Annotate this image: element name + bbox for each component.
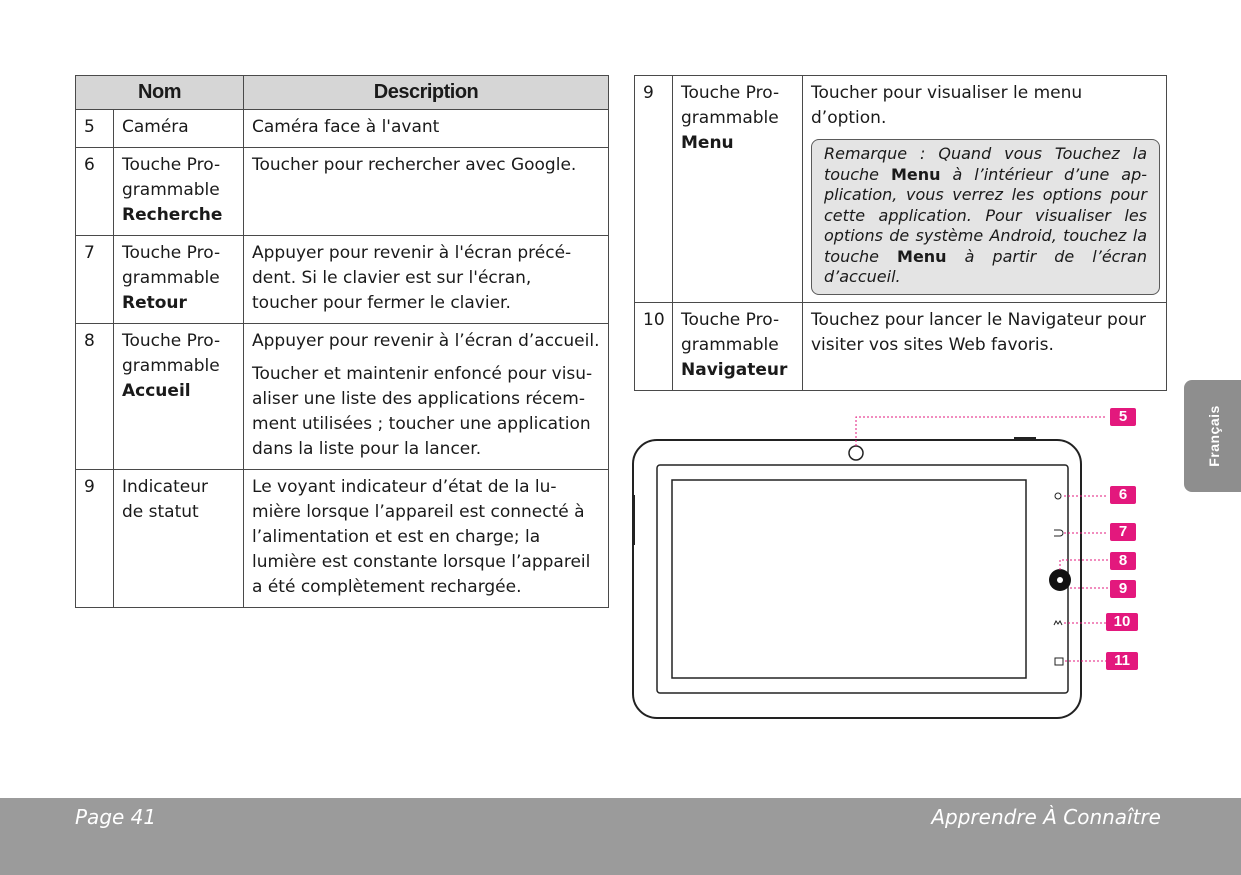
- table-row: [76, 148, 609, 236]
- row-number: 7: [76, 236, 114, 324]
- table-header-row: [76, 76, 609, 110]
- callout-badge: 6: [1110, 486, 1136, 504]
- name-line: Touche Pro-: [681, 83, 780, 103]
- row-number: 8: [76, 324, 114, 470]
- row-description: [244, 148, 609, 236]
- table-row: [76, 324, 609, 470]
- row-name: [114, 470, 244, 608]
- header-description: Description: [244, 76, 609, 110]
- row-number: 5: [76, 110, 114, 148]
- page-number: Page 41: [75, 805, 157, 829]
- row-number: 9: [76, 470, 114, 608]
- description-text: Touchez pour lancer le Navigateur pour visiter vos sites Web favoris.: [811, 309, 1147, 355]
- row-name: [673, 302, 803, 390]
- row-number: 10: [635, 302, 673, 390]
- home-key-dot: [1057, 577, 1063, 583]
- description-text: Appuyer pour revenir à l’écran d’accueil.: [252, 331, 600, 351]
- name-line: de statut: [122, 502, 199, 522]
- row-name: [114, 236, 244, 324]
- row-name: [673, 76, 803, 303]
- camera-icon: [849, 446, 863, 460]
- name-line: grammable: [681, 108, 779, 128]
- name-line: Indicateur: [122, 477, 208, 497]
- row-description: [244, 110, 609, 148]
- table-row: [76, 470, 609, 608]
- row-name: [114, 324, 244, 470]
- callout-badge: 11: [1106, 652, 1138, 670]
- name-line: Touche Pro-: [122, 331, 221, 351]
- name-line: grammable: [681, 334, 779, 355]
- name-line: Caméra: [122, 117, 189, 137]
- page-footer: [0, 798, 1241, 875]
- section-title: Apprendre À Connaître: [931, 805, 1161, 829]
- table-row: [76, 110, 609, 148]
- row-description: [244, 324, 609, 470]
- callout-badge: 8: [1110, 552, 1136, 570]
- power-slot: [1014, 437, 1036, 441]
- row-number: 9: [635, 76, 673, 303]
- spec-table-right: [634, 75, 1167, 391]
- row-name: [114, 148, 244, 236]
- row-description: [244, 236, 609, 324]
- tablet-screen: [672, 480, 1026, 678]
- remark-text: à l’intérieur d’une ap-plication, vous verrez les options pour cette application. Pour visualiser les options de système Android, touchez la touche: [824, 164, 1147, 266]
- row-description: [803, 302, 1167, 390]
- description-text: Appuyer pour revenir à l'écran précé-dent. Si le clavier est sur l'écran, toucher pour fermer le clavier.: [252, 243, 572, 313]
- description-text: Le voyant indicateur d’état de la lu-mière lorsque l’appareil est connecté à l’alimentation et est en charge; la lumière est constante lorsque l’appareil a été complètement rechargée.: [252, 477, 591, 597]
- name-line: grammable: [122, 268, 220, 288]
- row-description: [244, 470, 609, 608]
- description-text: Toucher pour visualiser le menu d’option.: [811, 83, 1083, 128]
- remark-key: Menu: [897, 246, 947, 266]
- key-name: Menu: [681, 133, 734, 153]
- language-tab: [1184, 380, 1241, 492]
- name-line: grammable: [122, 356, 220, 376]
- row-number: 6: [76, 148, 114, 236]
- description-text: Toucher et maintenir enfoncé pour visu-aliser une liste des applications récem-ment utilisées ; toucher une application dans la liste pour la lancer.: [252, 364, 593, 459]
- name-line: Touche Pro-: [122, 155, 221, 175]
- key-name: Accueil: [122, 381, 191, 401]
- key-name: Navigateur: [681, 359, 788, 380]
- row-description: [803, 76, 1167, 303]
- header-nom: Nom: [76, 76, 244, 110]
- description-text: Caméra face à l'avant: [252, 117, 440, 137]
- name-line: Touche Pro-: [681, 309, 780, 330]
- language-label: Français: [1206, 405, 1222, 467]
- side-button: [632, 495, 635, 545]
- table-row: [635, 302, 1167, 390]
- spec-table-left: [75, 75, 609, 608]
- table-row: [635, 76, 1167, 303]
- remark-key: Menu: [890, 164, 941, 184]
- callout-badge: 10: [1106, 613, 1138, 631]
- name-line: grammable: [122, 180, 220, 200]
- remark-box: [811, 139, 1160, 295]
- remark-text: Remarque : Quand vous Touchez la touche: [824, 144, 1147, 184]
- remark-text: à partir de l’écran d’accueil.: [824, 246, 1147, 286]
- name-line: Touche Pro-: [122, 243, 221, 263]
- key-name: Retour: [122, 293, 187, 313]
- table-row: [76, 236, 609, 324]
- callout-badge: 9: [1110, 580, 1136, 598]
- description-text: Toucher pour rechercher avec Google.: [252, 155, 577, 175]
- key-name: Recherche: [122, 205, 223, 225]
- callout-badge: 7: [1110, 523, 1136, 541]
- row-name: [114, 110, 244, 148]
- tablet-diagram: [632, 410, 1192, 730]
- callout-badge: 5: [1110, 408, 1136, 426]
